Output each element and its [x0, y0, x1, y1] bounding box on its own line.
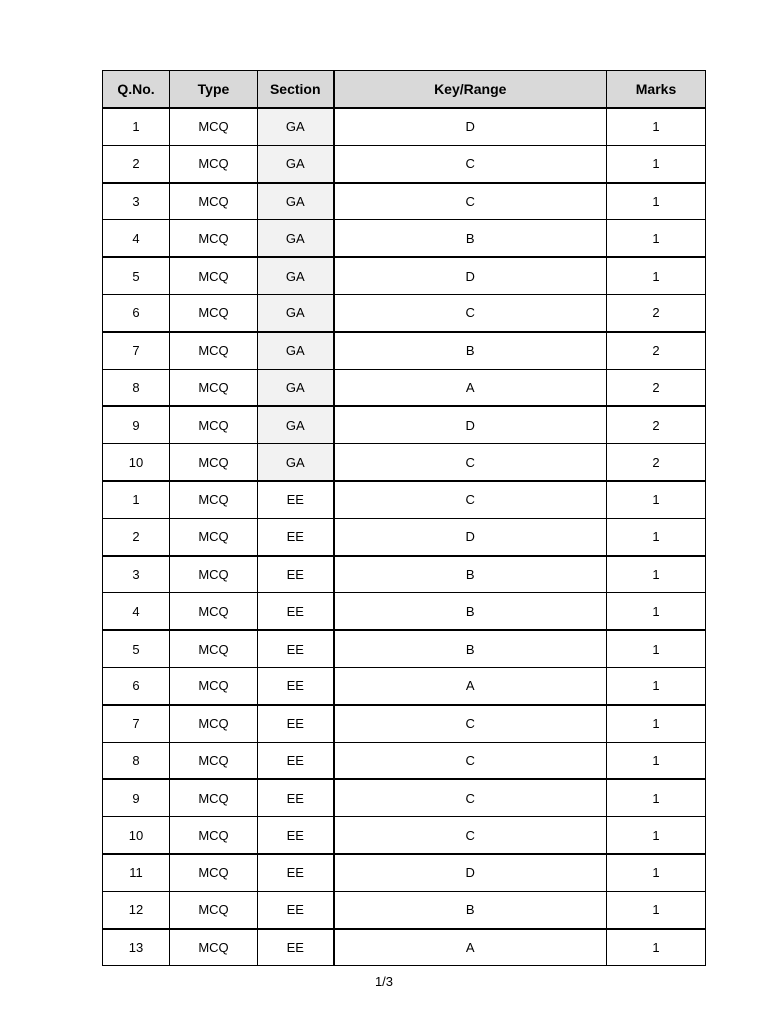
cell-qno: 4 — [103, 220, 170, 257]
cell-type: MCQ — [170, 183, 258, 220]
cell-key-range: C — [334, 779, 607, 816]
cell-section: EE — [258, 854, 334, 891]
cell-section: EE — [258, 593, 334, 630]
table-row — [103, 220, 706, 257]
cell-section: GA — [258, 183, 334, 220]
cell-key-range: B — [334, 556, 607, 593]
table-row — [103, 183, 706, 220]
table-row — [103, 929, 706, 966]
answer-key-table — [102, 70, 706, 966]
table-body — [103, 108, 706, 966]
cell-qno: 8 — [103, 369, 170, 406]
cell-type: MCQ — [170, 667, 258, 704]
table-row — [103, 705, 706, 742]
cell-section: GA — [258, 332, 334, 369]
cell-key-range: C — [334, 817, 607, 854]
cell-qno: 8 — [103, 742, 170, 779]
cell-key-range: B — [334, 891, 607, 928]
cell-section: EE — [258, 891, 334, 928]
cell-section: EE — [258, 929, 334, 966]
cell-section: EE — [258, 556, 334, 593]
table-row — [103, 406, 706, 443]
cell-type: MCQ — [170, 929, 258, 966]
cell-key-range: C — [334, 444, 607, 481]
cell-section: EE — [258, 518, 334, 555]
cell-type: MCQ — [170, 817, 258, 854]
cell-key-range: B — [334, 220, 607, 257]
cell-type: MCQ — [170, 369, 258, 406]
cell-type: MCQ — [170, 444, 258, 481]
cell-qno: 1 — [103, 481, 170, 518]
cell-type: MCQ — [170, 779, 258, 816]
cell-type: MCQ — [170, 108, 258, 145]
cell-key-range: D — [334, 257, 607, 294]
header-qno: Q.No. — [103, 71, 170, 109]
table-row — [103, 145, 706, 182]
cell-marks: 1 — [607, 742, 706, 779]
cell-type: MCQ — [170, 518, 258, 555]
cell-type: MCQ — [170, 332, 258, 369]
cell-section: GA — [258, 145, 334, 182]
cell-type: MCQ — [170, 406, 258, 443]
cell-key-range: B — [334, 630, 607, 667]
cell-key-range: C — [334, 481, 607, 518]
cell-section: GA — [258, 406, 334, 443]
cell-type: MCQ — [170, 220, 258, 257]
cell-section: GA — [258, 294, 334, 331]
cell-marks: 1 — [607, 705, 706, 742]
cell-qno: 7 — [103, 705, 170, 742]
table-row — [103, 108, 706, 145]
table-row — [103, 817, 706, 854]
header-type: Type — [170, 71, 258, 109]
cell-marks: 1 — [607, 183, 706, 220]
cell-type: MCQ — [170, 630, 258, 667]
cell-type: MCQ — [170, 854, 258, 891]
cell-marks: 1 — [607, 145, 706, 182]
cell-marks: 2 — [607, 369, 706, 406]
cell-qno: 2 — [103, 145, 170, 182]
cell-marks: 2 — [607, 406, 706, 443]
cell-qno: 9 — [103, 779, 170, 816]
table-row — [103, 257, 706, 294]
cell-marks: 1 — [607, 854, 706, 891]
cell-section: EE — [258, 742, 334, 779]
cell-section: EE — [258, 779, 334, 816]
cell-type: MCQ — [170, 145, 258, 182]
cell-key-range: B — [334, 593, 607, 630]
header-section: Section — [258, 71, 334, 109]
cell-qno: 7 — [103, 332, 170, 369]
table-row — [103, 779, 706, 816]
cell-qno: 9 — [103, 406, 170, 443]
cell-qno: 12 — [103, 891, 170, 928]
cell-qno: 11 — [103, 854, 170, 891]
cell-qno: 6 — [103, 294, 170, 331]
cell-marks: 1 — [607, 257, 706, 294]
cell-section: GA — [258, 220, 334, 257]
cell-marks: 1 — [607, 481, 706, 518]
cell-marks: 1 — [607, 518, 706, 555]
cell-key-range: C — [334, 183, 607, 220]
cell-key-range: A — [334, 929, 607, 966]
cell-section: EE — [258, 481, 334, 518]
cell-key-range: D — [334, 108, 607, 145]
cell-type: MCQ — [170, 257, 258, 294]
cell-section: EE — [258, 667, 334, 704]
table-row — [103, 369, 706, 406]
table-row — [103, 630, 706, 667]
table-row — [103, 518, 706, 555]
cell-qno: 5 — [103, 630, 170, 667]
cell-qno: 6 — [103, 667, 170, 704]
cell-qno: 13 — [103, 929, 170, 966]
cell-key-range: C — [334, 742, 607, 779]
cell-qno: 5 — [103, 257, 170, 294]
table-row — [103, 667, 706, 704]
cell-key-range: C — [334, 705, 607, 742]
table-row — [103, 294, 706, 331]
cell-marks: 1 — [607, 779, 706, 816]
cell-key-range: C — [334, 145, 607, 182]
cell-type: MCQ — [170, 294, 258, 331]
cell-section: GA — [258, 369, 334, 406]
table-header-row — [103, 71, 706, 109]
cell-type: MCQ — [170, 481, 258, 518]
page-number: 1/3 — [374, 974, 394, 989]
cell-marks: 1 — [607, 108, 706, 145]
cell-marks: 2 — [607, 332, 706, 369]
cell-marks: 1 — [607, 630, 706, 667]
cell-section: GA — [258, 257, 334, 294]
cell-type: MCQ — [170, 705, 258, 742]
cell-marks: 2 — [607, 444, 706, 481]
table-row — [103, 481, 706, 518]
cell-key-range: B — [334, 332, 607, 369]
cell-type: MCQ — [170, 891, 258, 928]
cell-marks: 1 — [607, 593, 706, 630]
cell-key-range: D — [334, 518, 607, 555]
cell-marks: 1 — [607, 220, 706, 257]
cell-qno: 1 — [103, 108, 170, 145]
cell-section: GA — [258, 444, 334, 481]
cell-marks: 1 — [607, 556, 706, 593]
cell-qno: 10 — [103, 444, 170, 481]
cell-marks: 1 — [607, 891, 706, 928]
cell-key-range: D — [334, 406, 607, 443]
table-row — [103, 593, 706, 630]
table-row — [103, 556, 706, 593]
cell-qno: 3 — [103, 556, 170, 593]
cell-type: MCQ — [170, 742, 258, 779]
header-marks: Marks — [607, 71, 706, 109]
cell-type: MCQ — [170, 556, 258, 593]
cell-qno: 4 — [103, 593, 170, 630]
cell-qno: 10 — [103, 817, 170, 854]
cell-section: EE — [258, 705, 334, 742]
cell-key-range: D — [334, 854, 607, 891]
cell-section: EE — [258, 817, 334, 854]
cell-section: EE — [258, 630, 334, 667]
table-row — [103, 332, 706, 369]
cell-marks: 2 — [607, 294, 706, 331]
cell-marks: 1 — [607, 929, 706, 966]
cell-key-range: C — [334, 294, 607, 331]
table-row — [103, 891, 706, 928]
cell-type: MCQ — [170, 593, 258, 630]
cell-key-range: A — [334, 369, 607, 406]
cell-key-range: A — [334, 667, 607, 704]
cell-marks: 1 — [607, 817, 706, 854]
cell-qno: 3 — [103, 183, 170, 220]
table-row — [103, 444, 706, 481]
table-row — [103, 854, 706, 891]
table-row — [103, 742, 706, 779]
cell-marks: 1 — [607, 667, 706, 704]
header-key-range: Key/Range — [334, 71, 607, 109]
cell-qno: 2 — [103, 518, 170, 555]
cell-section: GA — [258, 108, 334, 145]
